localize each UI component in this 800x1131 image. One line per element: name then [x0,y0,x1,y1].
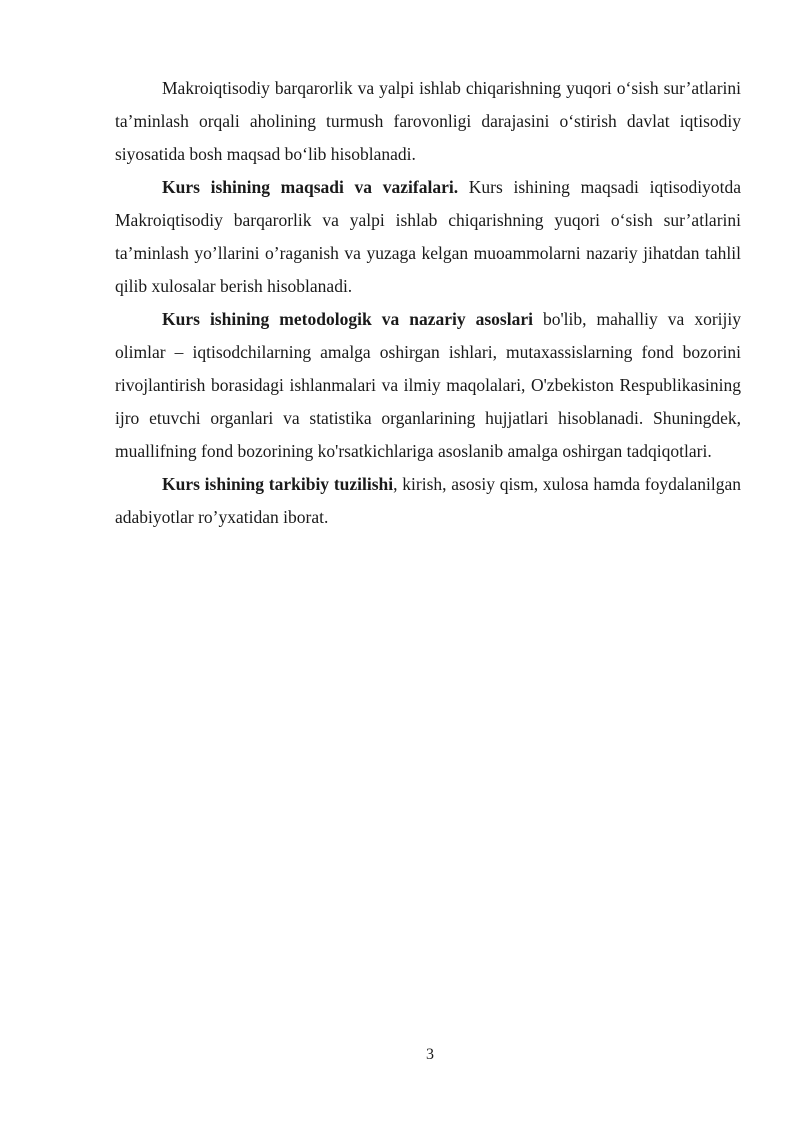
paragraph-methodology-heading: Kurs ishining metodologik va nazariy asoslari [162,309,533,329]
paragraph-methodology-text: bo'lib, mahalliy va xorijiy olimlar – iqtisodchilarning amalga oshirgan ishlari, mutaxassislarning fond bozorini rivojlantirish borasidagi ishlanmalari va ilmiy maqolalari, O'zbekiston Respublikasining ijro etuvchi organlari va statistika organlarining hujjatlari hisoblanadi. Shuningdek, muallifning fond bozorining ko'rsatkichlariga asoslanib amalga oshirgan tadqiqotlari. [115,309,741,461]
paragraph-structure-text: , kirish, asosiy qism, xulosa hamda foydalanilgan adabiyotlar ro’yxatidan iborat. [115,474,741,527]
paragraph-structure [115,468,741,534]
paragraph-goals-heading: Kurs ishining maqsadi va vazifalari. [162,177,459,197]
paragraph-intro [115,72,741,171]
paragraph-goals [115,171,741,303]
paragraph-structure-heading: Kurs ishining tarkibiy tuzilishi [162,474,394,494]
page-number: 3 [426,1046,434,1063]
paragraph-intro-text: Makroiqtisodiy barqarorlik va yalpi ishlab chiqarishning yuqori o‘sish sur’atlarini ta’minlash orqali aholining turmush farovonligi darajasini o‘stirish davlat iqtisodiy siyosatida bosh maqsad bo‘lib hisoblanadi. [115,78,741,164]
document-body [115,72,741,534]
paragraph-methodology [115,303,741,468]
paragraph-goals-text: Kurs ishining maqsadi iqtisodiyotda Makroiqtisodiy barqarorlik va yalpi ishlab chiqarishning yuqori o‘sish sur’atlarini ta’minlash yo’llarini o’raganish va yuzaga kelgan muoammolarni nazariy jihatdan tahlil qilib xulosalar berish hisoblanadi. [115,177,741,296]
